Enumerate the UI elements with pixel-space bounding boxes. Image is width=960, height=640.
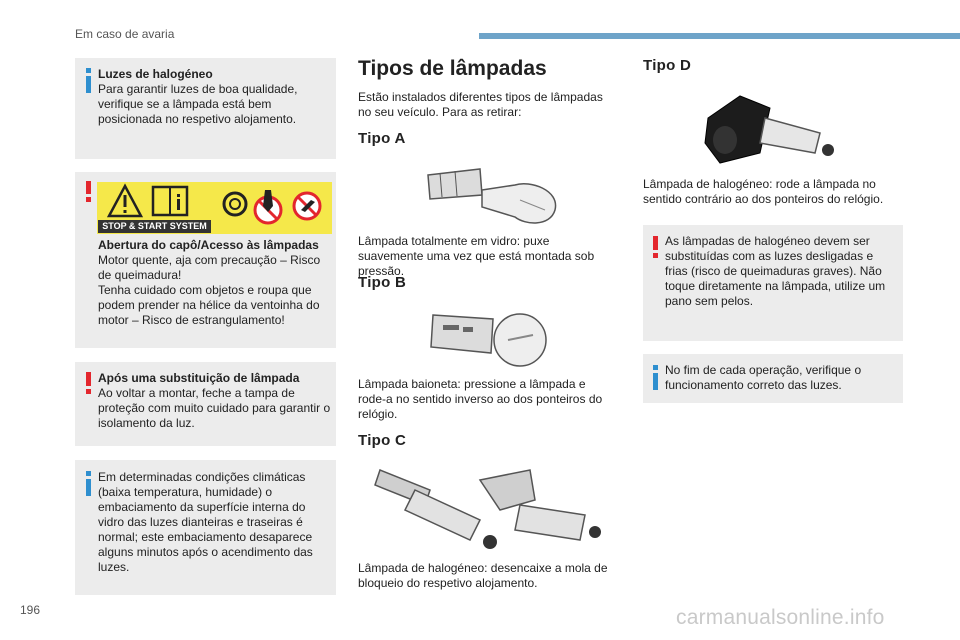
bulb-type-b-icon <box>428 305 553 370</box>
header-accent-bar <box>479 33 960 39</box>
warning-icon-dot <box>86 389 91 394</box>
warning-replace-title: Após uma substituição de lâmpada <box>98 371 300 385</box>
info-icon <box>653 365 658 370</box>
info-box-check <box>643 354 903 403</box>
bulb-type-a-icon <box>420 155 565 235</box>
info-halogen-title: Luzes de halogéneo <box>98 67 213 81</box>
header-title: Em caso de avaria <box>75 27 175 41</box>
type-d-title: Tipo D <box>643 57 692 74</box>
warning-box-hood <box>75 172 336 348</box>
page-number: 196 <box>20 603 41 617</box>
warning-pictogram <box>97 182 332 234</box>
warning-halogen-text: As lâmpadas de halogéneo devem ser substituídas com as luzes desligadas e frias (risco de queimaduras graves). Não toque diretamente na lâmpada, utilize um pano sem pelos. <box>665 234 886 308</box>
watermark: carmanualsonline.info <box>676 606 885 629</box>
type-a-title: Tipo A <box>358 130 406 147</box>
warning-icon <box>86 372 91 386</box>
fan-spiral-icon <box>224 193 246 215</box>
info-icon-stem <box>653 373 658 390</box>
info-icon-stem <box>86 479 91 496</box>
warning-hood-text: Motor quente, aja com precaução – Risco de queimadura! Tenha cuidado com objetos e roupa que podem prender na hélice da ventoinha do motor – Risco de estrangulamento! <box>98 253 321 327</box>
info-box-condensation <box>75 460 336 595</box>
warning-icon <box>86 181 91 194</box>
type-b-title: Tipo B <box>358 274 407 291</box>
section-intro: Estão instalados diferentes tipos de lâmpadas no seu veículo. Para as retirar: <box>358 90 603 119</box>
info-check-text: No fim de cada operação, verifique o funcionamento correto das luzes. <box>665 363 862 392</box>
bulb-type-d-icon <box>700 88 850 173</box>
info-icon-stem <box>86 76 91 93</box>
warning-replace-text: Ao voltar a montar, feche a tampa de proteção com muito cuidado para garantir o isolamento da luz. <box>98 386 331 430</box>
warning-icon-dot <box>86 197 91 202</box>
warning-icon <box>653 236 658 250</box>
info-condensation-text: Em determinadas condições climáticas (baixa temperatura, humidade) o embaciamento da superfície interna do vidro das luzes dianteiras e traseiras é normal; este embaciamento desaparece alguns minutos após o acendimento das luzes. <box>98 470 313 574</box>
type-b-text: Lâmpada baioneta: pressione a lâmpada e rode-a no sentido inverso ao dos ponteiros do relógio. <box>358 377 603 421</box>
warning-icon-dot <box>653 253 658 258</box>
info-box-halogen <box>75 58 336 159</box>
type-a-text: Lâmpada totalmente em vidro: puxe suavemente uma vez que está montada sob pressão. <box>358 234 595 278</box>
warning-box-halogen <box>643 225 903 341</box>
info-icon <box>86 68 91 73</box>
warning-box-replace <box>75 362 336 446</box>
type-c-text: Lâmpada de halogéneo: desencaixe a mola de bloqueio do respetivo alojamento. <box>358 561 608 590</box>
stop-start-label: STOP & START SYSTEM <box>98 220 211 233</box>
section-title: Tipos de lâmpadas <box>358 57 547 80</box>
type-c-title: Tipo C <box>358 432 407 449</box>
info-icon <box>86 471 91 476</box>
info-halogen-text: Para garantir luzes de boa qualidade, verifique se a lâmpada está bem posicionada no respetivo alojamento. <box>98 82 298 126</box>
type-d-text: Lâmpada de halogéneo: rode a lâmpada no sentido contrário ao dos ponteiros do relógio. <box>643 177 884 206</box>
bulb-type-c-icon <box>370 460 610 555</box>
warning-hood-title: Abertura do capô/Acesso às lâmpadas <box>98 238 319 252</box>
